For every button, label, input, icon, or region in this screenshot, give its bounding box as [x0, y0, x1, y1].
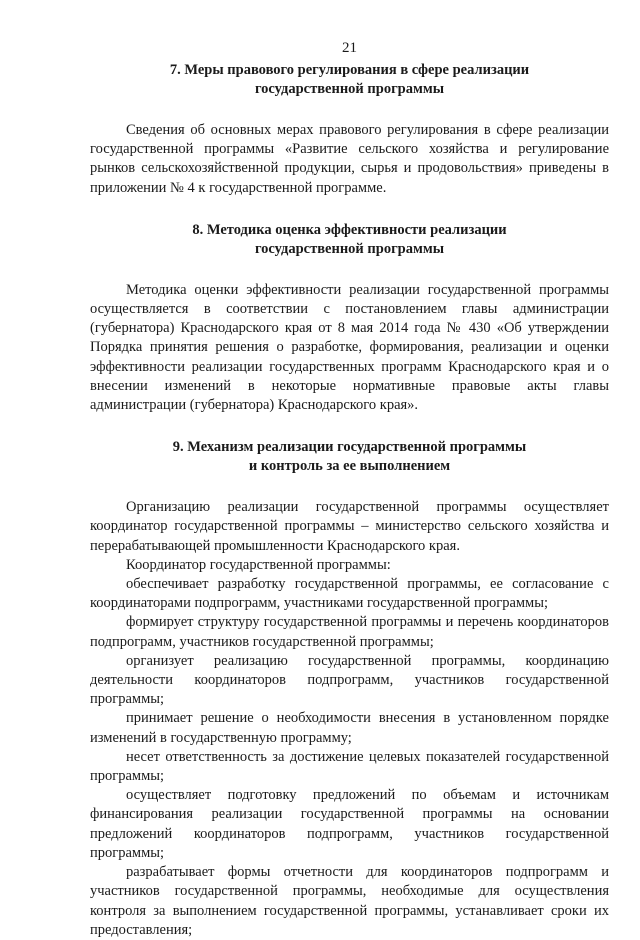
section-9-paragraph-7: несет ответственность за достижение целевых показателей государственной программы;	[90, 748, 609, 785]
section-7-heading-line-2: государственной программы	[254, 81, 445, 97]
section-9-paragraph-5: организует реализацию государственной программы, координацию деятельности координаторов подпрограмм, участников государственной программы;	[90, 652, 609, 708]
section-8-heading-line-2: государственной программы	[254, 240, 445, 257]
section-9-paragraph-9: разрабатывает формы отчетности для координаторов подпрограмм и участников государственной программы, необходимые для осуществления контроля за выполнением государственной программы, устанавливает сроки их предоставления;	[90, 864, 609, 938]
section-9-paragraph-8: осуществляет подготовку предложений по объемам и источникам финансирования реализации государственной программы на основании предложений координаторов подпрограмм, участников государственной программы;	[90, 787, 609, 861]
section-9-heading-line-1: 9. Механизм реализации государственной программы	[172, 439, 527, 456]
section-8	[90, 221, 609, 415]
section-9-paragraph-6: принимает решение о необходимости внесения в установленном порядке изменений в государственную программу;	[90, 710, 609, 746]
section-9-paragraph-1: Организацию реализации государственной программы осуществляет координатор государственной программы – министерство сельского хозяйства и перерабатывающей промышленности Краснодарского края.	[90, 499, 609, 554]
section-8-paragraph: Методика оценки эффективности реализации государственной программы осуществляется в соответствии с постановлением главы администрации (губернатора) Краснодарского края от 8 мая 2014 года № 430 «Об утверждении Порядка принятия решения о разработке, формирования, реализации и оценки эффективности реализации государственных программ Краснодарского края и о внесении изменений в некоторые нормативные правовые акты главы администрации (губернатора) Краснодарского края».	[90, 281, 609, 414]
section-7	[90, 61, 609, 198]
document-page	[90, 40, 609, 940]
section-8-heading-line-1: 8. Методика оценка эффективности реализации	[192, 221, 507, 238]
section-7-paragraph: Сведения об основных мерах правового регулирования в сфере реализации государственной программы «Развитие сельского хозяйства и регулирование рынков сельскохозяйственной продукции, сырья и продовольствия» приведены в приложении № 4 к государственной программе.	[90, 122, 609, 196]
section-9	[90, 438, 609, 940]
section-9-paragraph-4: формирует структуру государственной программы и перечень координаторов подпрограмм, участников государственной программы;	[90, 614, 609, 650]
section-9-paragraph-3: обеспечивает разработку государственной программы, ее согласование с координаторами подпрограмм, участниками государственной программы;	[90, 576, 609, 612]
section-7-heading-line-1: 7. Меры правового регулирования в сфере реализации	[169, 62, 530, 78]
section-9-paragraph-2: Координатор государственной программы:	[126, 556, 391, 573]
page-number: 21	[342, 40, 357, 56]
section-9-heading-line-2: и контроль за ее выполнением	[248, 458, 451, 475]
